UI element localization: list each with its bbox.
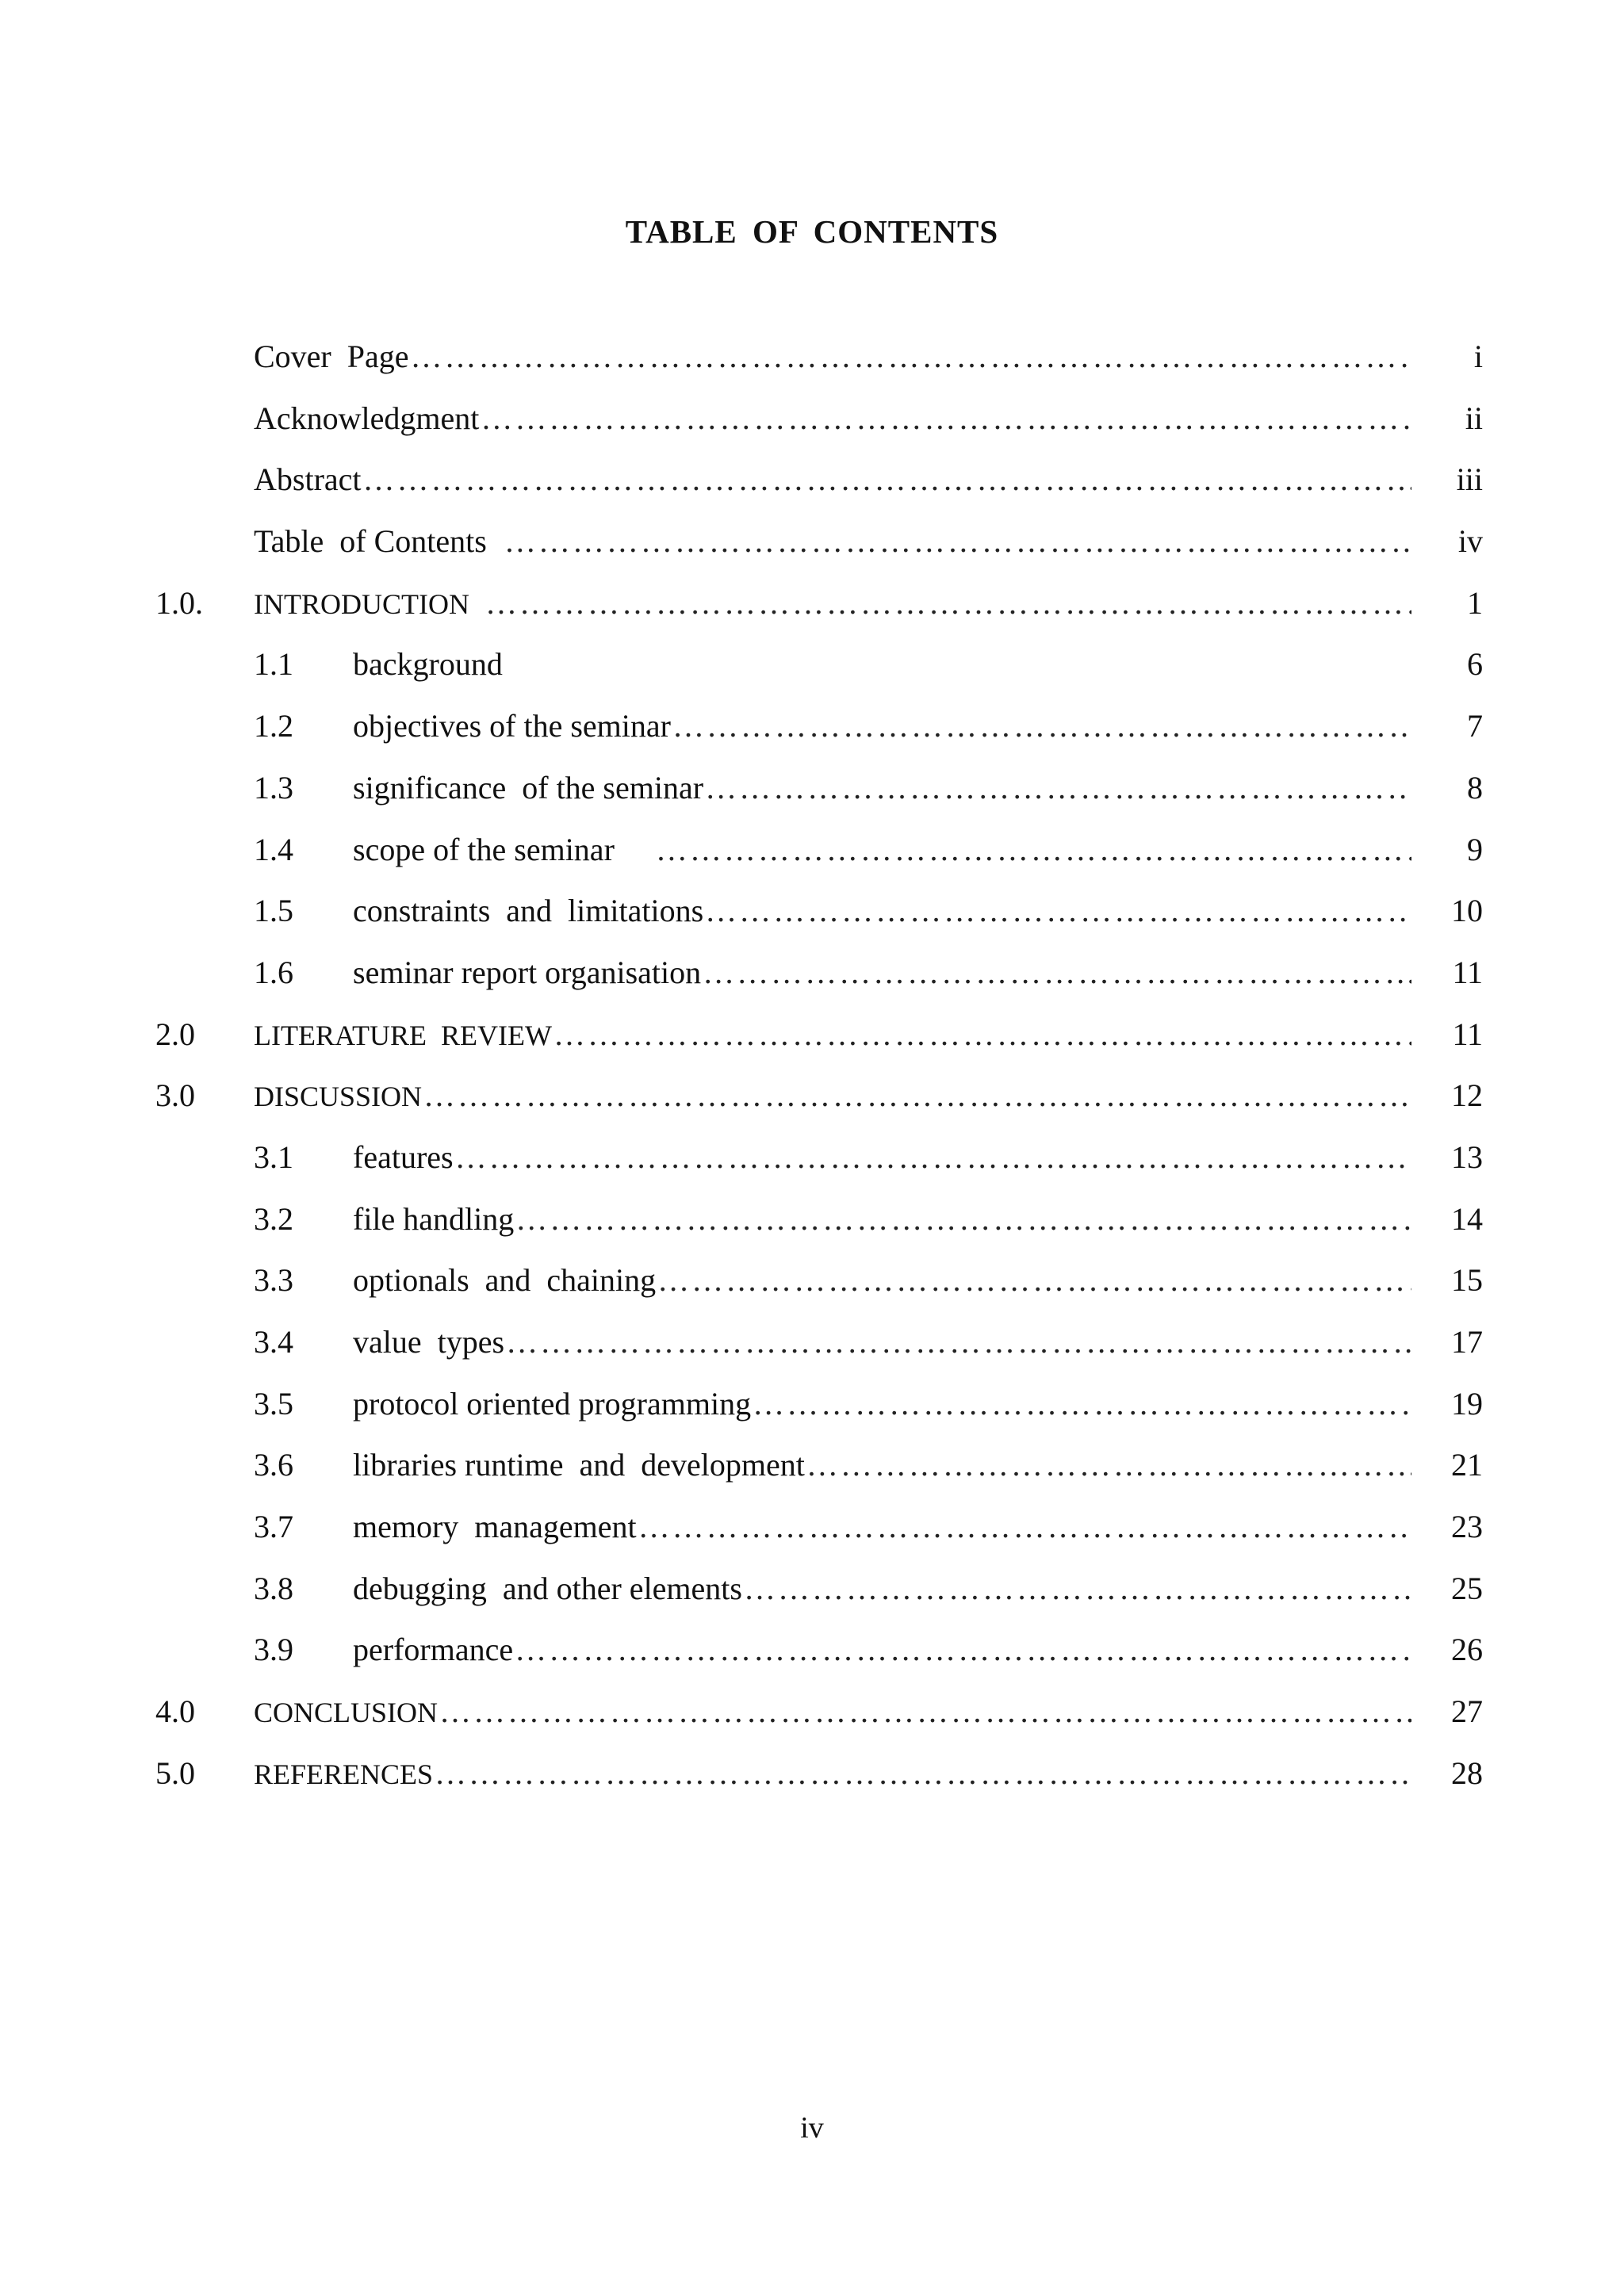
page-title: TABLE OF CONTENTS [625, 213, 999, 250]
dot-leader [744, 1565, 1411, 1613]
entry-leader [353, 826, 1411, 874]
dot-leader [515, 1196, 1411, 1243]
dot-leader [656, 826, 1411, 874]
subsection-number: 1.1 [254, 646, 293, 683]
dot-leader [411, 333, 1411, 381]
entry-page-number: 7 [1467, 708, 1483, 744]
dot-leader [506, 1318, 1411, 1366]
entry-leader [254, 518, 1411, 565]
table-of-contents [0, 333, 1624, 1812]
section-number: 2.0 [155, 1016, 195, 1052]
entry-page-number: 11 [1452, 954, 1483, 990]
subsection-number: 3.3 [254, 1262, 293, 1299]
toc-entry [0, 1688, 1624, 1750]
entry-label: protocol oriented programming [353, 1385, 752, 1422]
entry-leader [353, 1626, 1411, 1674]
entry-label: features [353, 1138, 454, 1175]
entry-page-number: 8 [1467, 769, 1483, 806]
section-number: 5.0 [155, 1755, 195, 1791]
entry-page-number: 17 [1451, 1324, 1483, 1360]
toc-entry [0, 1565, 1624, 1627]
toc-entry [0, 1257, 1624, 1318]
entry-leader [353, 1380, 1411, 1428]
subsection-number: 3.6 [254, 1447, 293, 1483]
toc-entry [0, 887, 1624, 949]
entry-label: Abstract [254, 461, 362, 498]
toc-entry [0, 949, 1624, 1011]
entry-page-number: 28 [1451, 1755, 1483, 1791]
entry-page-number: 13 [1451, 1138, 1483, 1175]
entry-leader [353, 702, 1411, 750]
toc-entry [0, 1072, 1624, 1134]
entry-leader [254, 1688, 1411, 1735]
entry-page-number: 14 [1451, 1200, 1483, 1237]
entry-label: Acknowledgment [254, 400, 480, 436]
section-number: 1.0. [155, 584, 203, 621]
entry-label: scope of the seminar [353, 831, 654, 867]
toc-entry [0, 1503, 1624, 1565]
entry-page-number: iii [1456, 461, 1483, 498]
subsection-number: 3.8 [254, 1570, 293, 1606]
subsection-number: 3.7 [254, 1509, 293, 1545]
entry-leader [353, 1257, 1411, 1304]
page-number-footer: iv [800, 2111, 824, 2145]
section-number: 3.0 [155, 1077, 195, 1114]
entry-label: file handling [353, 1200, 515, 1237]
toc-entry [0, 1011, 1624, 1073]
subsection-number: 3.2 [254, 1200, 293, 1237]
subsection-number: 3.4 [254, 1324, 293, 1360]
entry-page-number: 26 [1451, 1632, 1483, 1668]
entry-leader [353, 641, 1411, 688]
entry-label: performance [353, 1632, 514, 1668]
dot-leader [806, 1441, 1411, 1489]
dot-leader [705, 887, 1411, 935]
entry-label: background [353, 646, 503, 683]
subsection-number: 3.9 [254, 1632, 293, 1668]
toc-entry [0, 764, 1624, 826]
entry-leader [353, 887, 1411, 935]
toc-entry [0, 1626, 1624, 1688]
entry-label: objectives of the seminar [353, 708, 671, 744]
toc-entry [0, 333, 1624, 395]
entry-label: libraries runtime and development [353, 1447, 805, 1483]
dot-leader [485, 580, 1411, 627]
entry-label: INTRODUCTION [254, 587, 484, 620]
entry-label: constraints and limitations [353, 893, 704, 929]
toc-entry [0, 1134, 1624, 1196]
entry-page-number: 10 [1451, 893, 1483, 929]
toc-entry [0, 826, 1624, 888]
subsection-number: 1.4 [254, 831, 293, 867]
toc-entry [0, 1196, 1624, 1257]
entry-leader [254, 580, 1411, 627]
entry-leader [254, 456, 1411, 503]
entry-page-number: 6 [1467, 646, 1483, 683]
entry-leader [254, 395, 1411, 442]
entry-leader [353, 1318, 1411, 1366]
entry-page-number: 12 [1451, 1077, 1483, 1114]
dot-leader [703, 949, 1411, 997]
entry-page-number: 21 [1451, 1447, 1483, 1483]
dot-leader [705, 764, 1411, 812]
entry-label: significance of the seminar [353, 769, 704, 806]
toc-entry [0, 1380, 1624, 1442]
dot-leader [363, 456, 1411, 503]
entry-leader [353, 1565, 1411, 1613]
entry-page-number: 23 [1451, 1509, 1483, 1545]
dot-leader [455, 1134, 1411, 1181]
subsection-number: 3.5 [254, 1385, 293, 1422]
dot-leader [515, 1626, 1411, 1674]
entry-page-number: iv [1457, 523, 1483, 560]
toc-entry [0, 395, 1624, 457]
entry-leader [353, 1441, 1411, 1489]
entry-leader [254, 1750, 1411, 1797]
entry-label: Cover Page [254, 339, 409, 374]
dot-leader [481, 395, 1411, 442]
entry-page-number: 27 [1451, 1693, 1483, 1730]
subsection-number: 1.3 [254, 769, 293, 806]
entry-page-number: i [1473, 339, 1483, 374]
entry-leader [353, 1196, 1411, 1243]
dot-leader [553, 1011, 1411, 1058]
subsection-number: 3.1 [254, 1138, 293, 1175]
subsection-number: 1.6 [254, 954, 293, 990]
dot-leader [423, 1072, 1411, 1119]
dot-leader [435, 1750, 1411, 1797]
toc-entry [0, 1750, 1624, 1812]
entry-label: value types [353, 1324, 505, 1360]
entry-leader [353, 764, 1411, 812]
entry-page-number: 25 [1451, 1570, 1483, 1606]
dot-leader [672, 702, 1411, 750]
entry-page-number: ii [1465, 400, 1483, 436]
entry-label: REFERENCES [254, 1758, 434, 1790]
dot-leader [504, 518, 1411, 565]
entry-leader [254, 333, 1411, 381]
section-number: 4.0 [155, 1693, 195, 1730]
dot-leader [439, 1688, 1411, 1735]
entry-page-number: 15 [1451, 1262, 1483, 1299]
dot-leader [638, 1503, 1411, 1551]
entry-label: memory management [353, 1509, 637, 1545]
entry-page-number: 11 [1452, 1016, 1483, 1052]
entry-label: LITERATURE REVIEW [254, 1019, 552, 1051]
entry-leader [254, 1072, 1411, 1119]
toc-entry [0, 702, 1624, 764]
toc-entry [0, 1318, 1624, 1380]
entry-page-number: 1 [1467, 584, 1483, 621]
entry-label: debugging and other elements [353, 1570, 742, 1606]
entry-leader [353, 949, 1411, 997]
toc-entry [0, 641, 1624, 702]
dot-leader [657, 1257, 1411, 1304]
entry-label: CONCLUSION [254, 1697, 439, 1729]
entry-leader [353, 1503, 1411, 1551]
toc-entry [0, 456, 1624, 518]
toc-entry [0, 1441, 1624, 1503]
entry-leader [254, 1011, 1411, 1058]
entry-leader [353, 1134, 1411, 1181]
toc-entry [0, 580, 1624, 641]
entry-page-number: 19 [1451, 1385, 1483, 1422]
entry-label: optionals and chaining [353, 1262, 657, 1299]
entry-page-number: 9 [1467, 831, 1483, 867]
subsection-number: 1.5 [254, 893, 293, 929]
dot-leader [753, 1380, 1411, 1428]
entry-label: DISCUSSION [254, 1081, 423, 1113]
entry-label: Table of Contents [254, 523, 503, 560]
entry-label: seminar report organisation [353, 954, 702, 990]
subsection-number: 1.2 [254, 708, 293, 744]
toc-entry [0, 518, 1624, 580]
